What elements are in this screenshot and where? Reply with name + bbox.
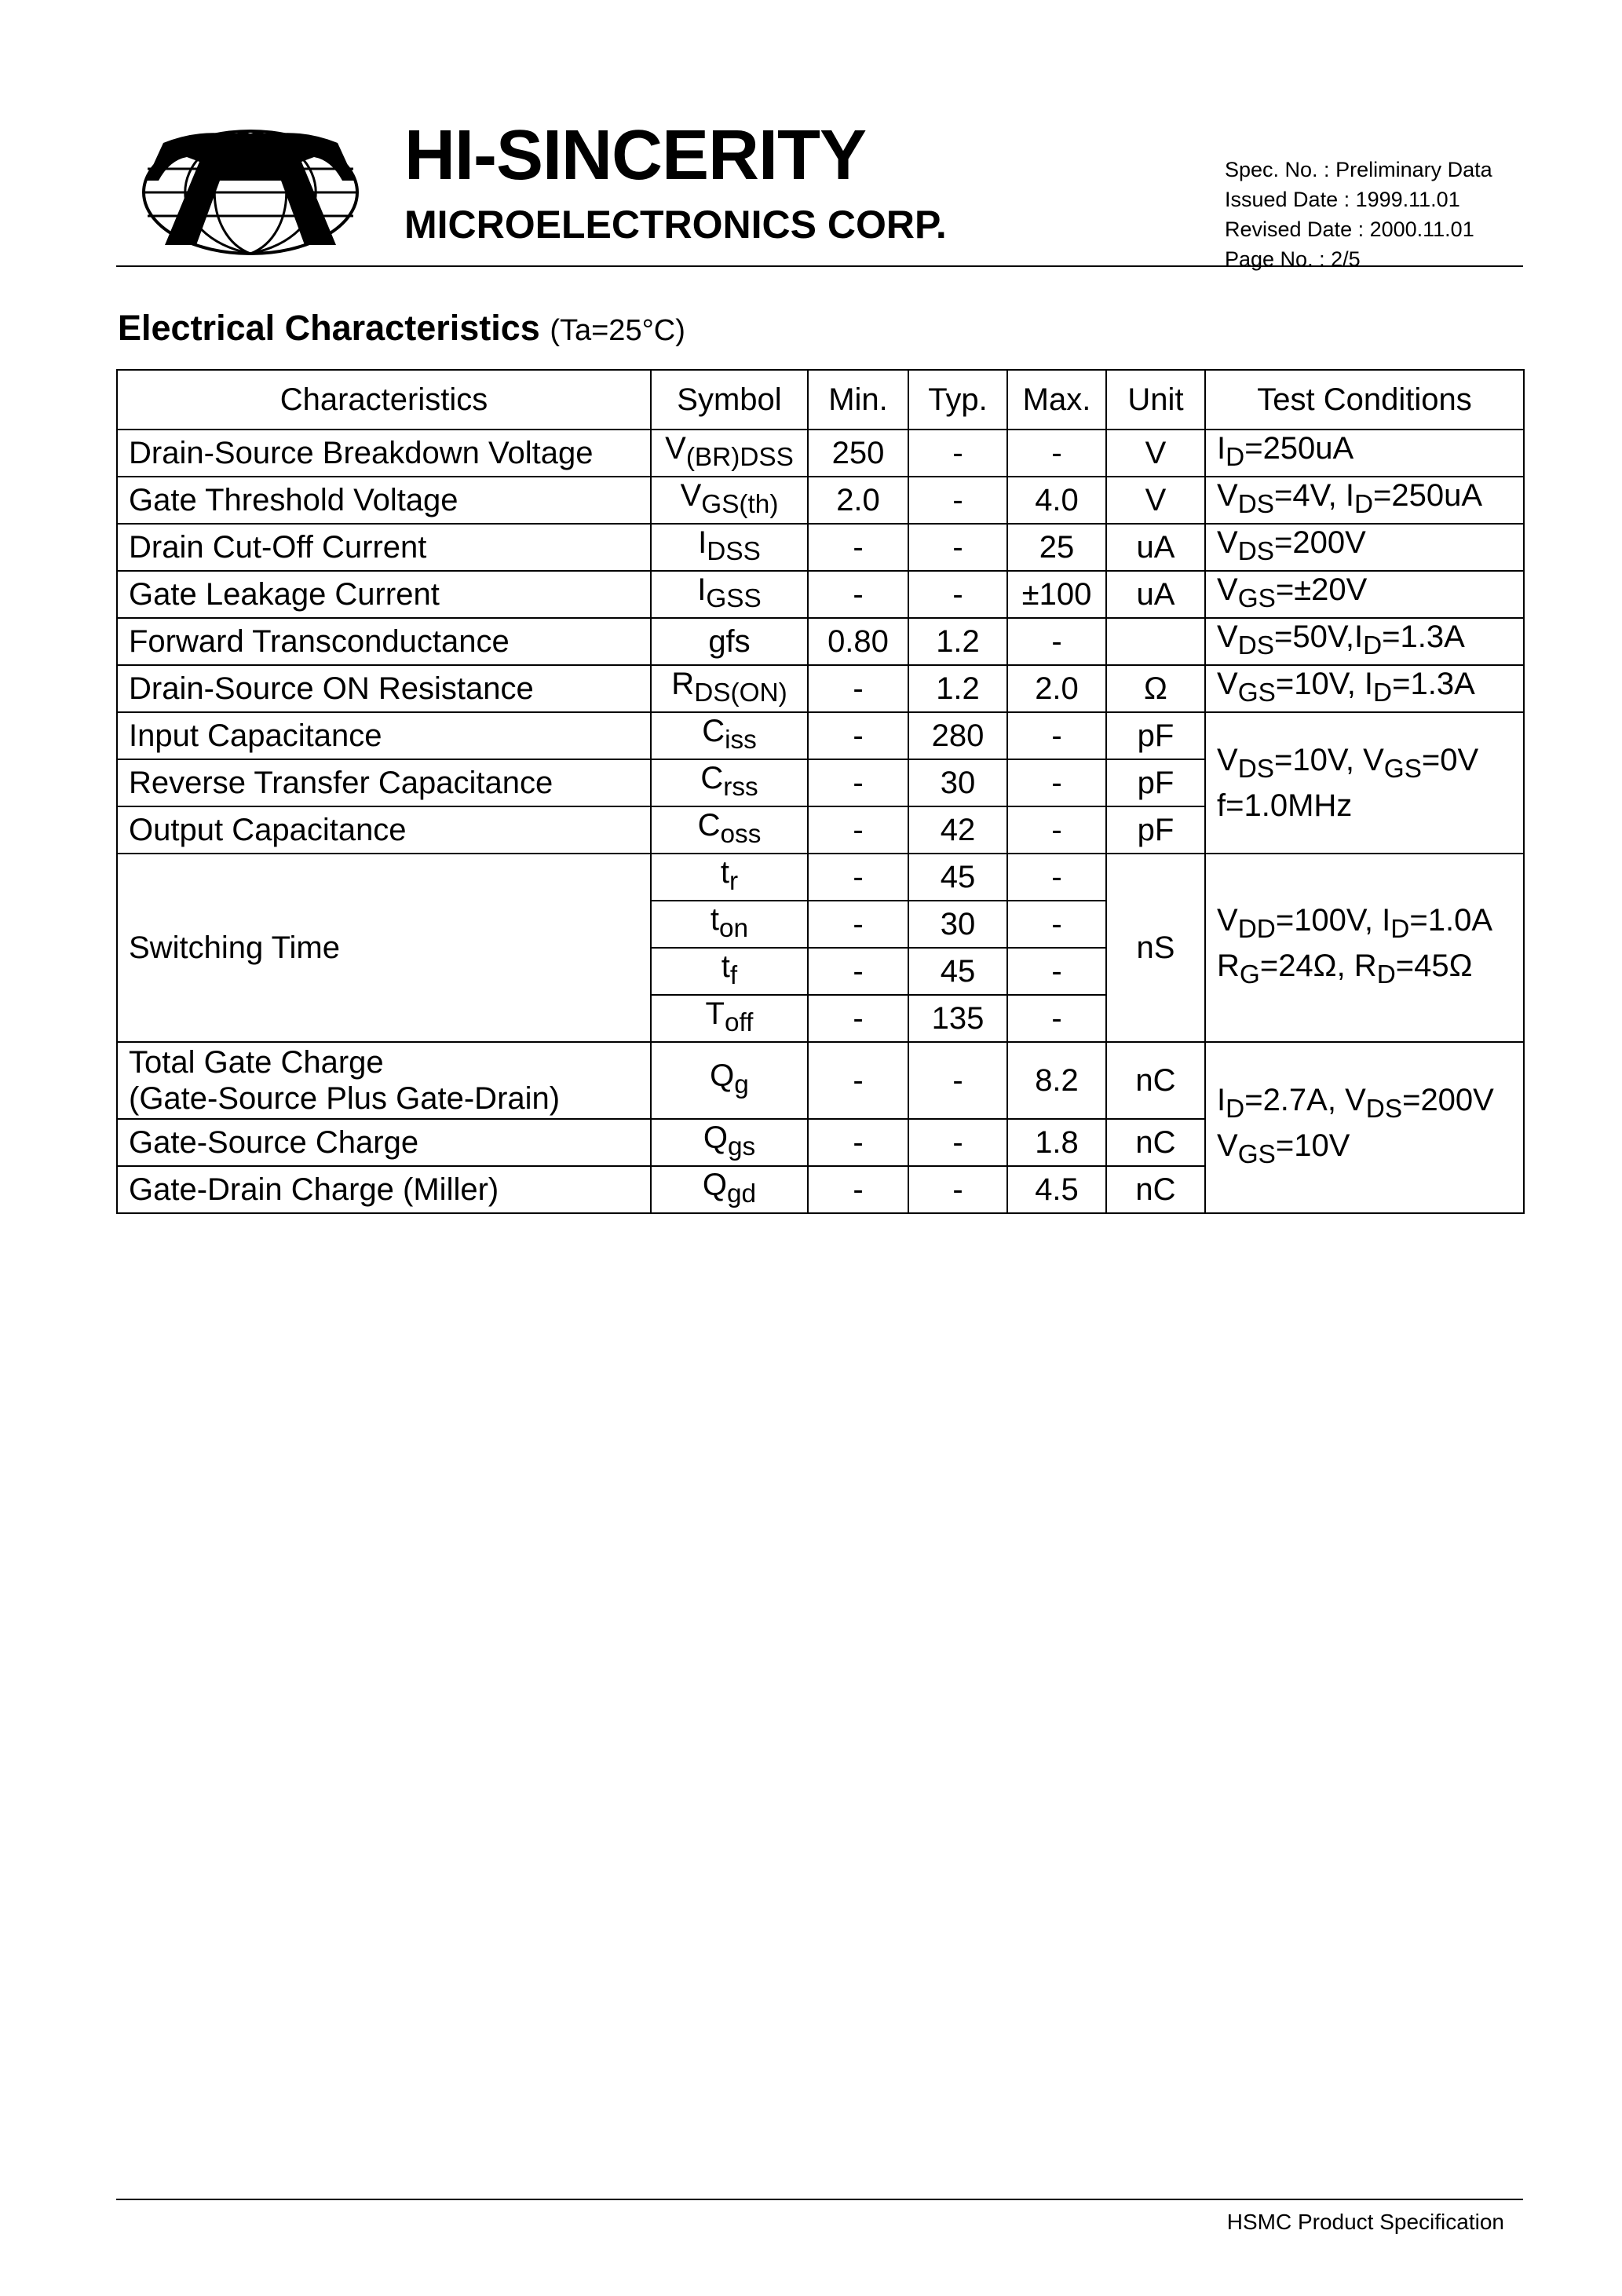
min-cell: -: [808, 901, 908, 948]
unit-cell: uA: [1106, 571, 1205, 618]
table-row: [117, 854, 1524, 901]
spec-number: Spec. No. : Preliminary Data: [1225, 158, 1492, 181]
max-cell: -: [1007, 806, 1106, 854]
typ-cell: 135: [908, 995, 1007, 1042]
test-condition-cell: $V_{DS}=4V$, $I_D=250uA$: [1205, 477, 1524, 524]
section-title: [118, 306, 685, 353]
header-rule: [116, 265, 1523, 267]
typ-cell: 30: [908, 759, 1007, 806]
symbol-cell: $Q_g$: [651, 1042, 808, 1119]
max-cell: 25: [1007, 524, 1106, 571]
typ-cell: -: [908, 1042, 1007, 1119]
min-cell: -: [808, 712, 908, 759]
characteristic-cell: Drain Cut-Off Current: [117, 524, 651, 571]
characteristic-cell: Gate Leakage Current: [117, 571, 651, 618]
unit-cell: nS: [1106, 854, 1205, 1042]
max-cell: 4.5: [1007, 1166, 1106, 1213]
characteristic-cell: Input Capacitance: [117, 712, 651, 759]
column-header: Test Conditions: [1205, 370, 1524, 430]
spec-block: [1225, 155, 1492, 274]
column-header: Typ.: [908, 370, 1007, 430]
symbol-cell: $I_{GSS}$: [651, 571, 808, 618]
typ-cell: 45: [908, 854, 1007, 901]
table-row: [117, 571, 1524, 618]
typ-cell: -: [908, 571, 1007, 618]
typ-cell: 42: [908, 806, 1007, 854]
test-condition-cell: $V_{DS}=10V$, $V_{GS}=0V$ f=1.0MHz: [1205, 712, 1524, 854]
symbol-cell: $V_{GS(th)}$: [651, 477, 808, 524]
min-cell: 250: [808, 430, 908, 477]
min-cell: -: [808, 665, 908, 712]
section-title-text: Electrical Characteristics: [118, 308, 540, 348]
section-condition: (Ta=25°C): [550, 314, 685, 347]
characteristic-cell: Gate-Source Charge: [117, 1119, 651, 1166]
table-row: [117, 524, 1524, 571]
issued-date: Issued Date : 1999.11.01: [1225, 188, 1460, 211]
min-cell: -: [808, 1119, 908, 1166]
max-cell: -: [1007, 759, 1106, 806]
company-name: HI-SINCERITY: [404, 116, 867, 195]
max-cell: -: [1007, 618, 1106, 665]
symbol-cell: $T_{off}$: [651, 995, 808, 1042]
symbol-cell: $Q_{gd}$: [651, 1166, 808, 1213]
characteristic-cell: Drain-Source Breakdown Voltage: [117, 430, 651, 477]
max-cell: -: [1007, 430, 1106, 477]
test-condition-cell: $V_{DS}=50V,I_D=1.3A$: [1205, 618, 1524, 665]
column-header: Symbol: [651, 370, 808, 430]
symbol-cell: $V_{(BR)DSS}$: [651, 430, 808, 477]
unit-cell: [1106, 618, 1205, 665]
characteristic-cell: Forward Transconductance: [117, 618, 651, 665]
typ-cell: -: [908, 524, 1007, 571]
symbol-cell: $t_r$: [651, 854, 808, 901]
column-header: Characteristics: [117, 370, 651, 430]
characteristic-cell: Switching Time: [117, 854, 651, 1042]
characteristic-cell: Total Gate Charge (Gate-Source Plus Gate-Drain): [117, 1042, 651, 1119]
footer-text: HSMC Product Specification: [1226, 2210, 1504, 2234]
min-cell: -: [808, 759, 908, 806]
typ-cell: -: [908, 430, 1007, 477]
min-cell: -: [808, 948, 908, 995]
company-logo: [140, 126, 361, 259]
table-body: [117, 430, 1524, 1213]
page-number: Page No. : 2/5: [1225, 247, 1361, 271]
typ-cell: 45: [908, 948, 1007, 995]
unit-cell: pF: [1106, 759, 1205, 806]
company-subtitle: MICROELECTRONICS CORP.: [404, 203, 947, 247]
symbol-cell: $C_{iss}$: [651, 712, 808, 759]
symbol-cell: $C_{oss}$: [651, 806, 808, 854]
unit-cell: nC: [1106, 1166, 1205, 1213]
typ-cell: 1.2: [908, 665, 1007, 712]
max-cell: 4.0: [1007, 477, 1106, 524]
min-cell: -: [808, 1166, 908, 1213]
column-header: Unit: [1106, 370, 1205, 430]
unit-cell: nC: [1106, 1042, 1205, 1119]
symbol-cell: $R_{DS(ON)}$: [651, 665, 808, 712]
min-cell: 0.80: [808, 618, 908, 665]
test-condition-cell: $I_D=250uA$: [1205, 430, 1524, 477]
max-cell: 8.2: [1007, 1042, 1106, 1119]
table-row: [117, 665, 1524, 712]
test-condition-cell: $I_D=2.7A$, $V_{DS}=200V$ $V_{GS}=10V$: [1205, 1042, 1524, 1213]
column-header: Max.: [1007, 370, 1106, 430]
test-condition-cell: $V_{DD}=100V$, $I_D=1.0A$ $R_G=24\Omega$, $R_D=45\Omega$: [1205, 854, 1524, 1042]
max-cell: 2.0: [1007, 665, 1106, 712]
unit-cell: pF: [1106, 712, 1205, 759]
typ-cell: -: [908, 1119, 1007, 1166]
footer-rule: [116, 2199, 1523, 2200]
characteristic-cell: Drain-Source ON Resistance: [117, 665, 651, 712]
table-row: [117, 1042, 1524, 1119]
min-cell: 2.0: [808, 477, 908, 524]
table-header-row: [117, 370, 1524, 430]
max-cell: 1.8: [1007, 1119, 1106, 1166]
table-row: [117, 712, 1524, 759]
max-cell: -: [1007, 854, 1106, 901]
unit-cell: V: [1106, 430, 1205, 477]
table-row: [117, 430, 1524, 477]
characteristic-cell: Reverse Transfer Capacitance: [117, 759, 651, 806]
symbol-cell: gfs: [651, 618, 808, 665]
max-cell: -: [1007, 712, 1106, 759]
table-row: [117, 618, 1524, 665]
max-cell: -: [1007, 948, 1106, 995]
symbol-cell: $t_f$: [651, 948, 808, 995]
unit-cell: nC: [1106, 1119, 1205, 1166]
max-cell: -: [1007, 995, 1106, 1042]
characteristic-cell: Output Capacitance: [117, 806, 651, 854]
symbol-cell: $Q_{gs}$: [651, 1119, 808, 1166]
unit-cell: Ω: [1106, 665, 1205, 712]
typ-cell: -: [908, 1166, 1007, 1213]
test-condition-cell: $V_{GS}=10V$, $I_D=1.3A$: [1205, 665, 1524, 712]
typ-cell: 1.2: [908, 618, 1007, 665]
min-cell: -: [808, 524, 908, 571]
min-cell: -: [808, 854, 908, 901]
min-cell: -: [808, 1042, 908, 1119]
symbol-cell: $I_{DSS}$: [651, 524, 808, 571]
max-cell: -: [1007, 901, 1106, 948]
symbol-cell: $t_{on}$: [651, 901, 808, 948]
typ-cell: -: [908, 477, 1007, 524]
min-cell: -: [808, 995, 908, 1042]
table-row: [117, 477, 1524, 524]
electrical-characteristics-table: [116, 369, 1525, 1214]
min-cell: -: [808, 571, 908, 618]
unit-cell: V: [1106, 477, 1205, 524]
unit-cell: uA: [1106, 524, 1205, 571]
unit-cell: pF: [1106, 806, 1205, 854]
characteristic-cell: Gate Threshold Voltage: [117, 477, 651, 524]
typ-cell: 30: [908, 901, 1007, 948]
characteristic-cell: Gate-Drain Charge (Miller): [117, 1166, 651, 1213]
typ-cell: 280: [908, 712, 1007, 759]
max-cell: ±100: [1007, 571, 1106, 618]
test-condition-cell: $V_{DS}=200V$: [1205, 524, 1524, 571]
min-cell: -: [808, 806, 908, 854]
test-condition-cell: $V_{GS}=\pm 20V$: [1205, 571, 1524, 618]
symbol-cell: $C_{rss}$: [651, 759, 808, 806]
revised-date: Revised Date : 2000.11.01: [1225, 218, 1474, 241]
column-header: Min.: [808, 370, 908, 430]
